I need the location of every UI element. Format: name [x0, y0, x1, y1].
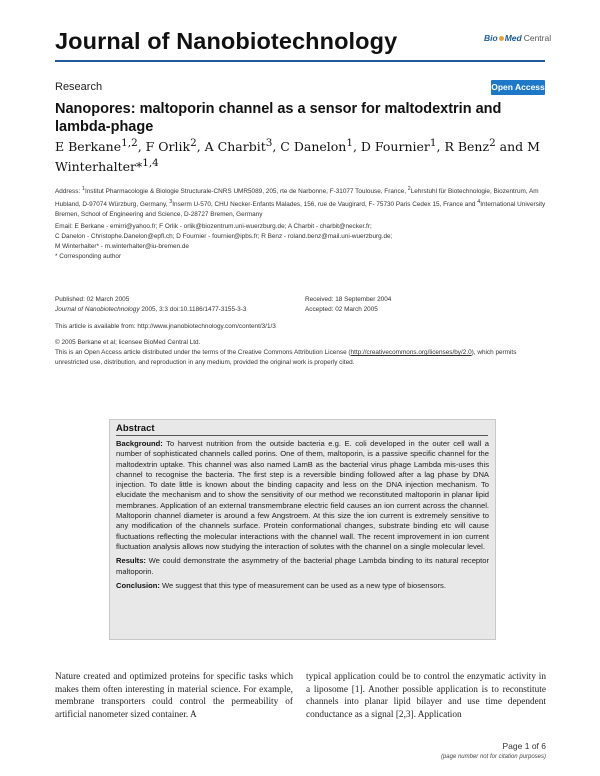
body-text-left-column: Nature created and optimized proteins for specific tasks which makes them often interesting in material science. For example, membrane transporters could control the permeability of artificial nanometer sized container. A — [55, 672, 293, 720]
conclusion-label: Conclusion: — [116, 580, 160, 590]
logo-central: Central — [523, 33, 552, 43]
availability-prefix: This article is available from: — [55, 323, 138, 330]
license-prefix: This is an Open Access article distributed under the terms of the Creative Commons Attribution License ( — [55, 349, 351, 356]
accepted-date: Accepted: 02 March 2005 — [305, 306, 378, 313]
license-link[interactable]: http://creativecommons.org/licenses/by/2.0 — [350, 349, 472, 356]
article-title: Nanopores: maltoporin channel as a sensor for maltodextrin and lambda-phage — [55, 101, 502, 135]
corresponding-note: * Corresponding author — [55, 253, 122, 260]
results-label: Results: — [116, 556, 146, 566]
availability — [55, 322, 550, 332]
open-access-badge[interactable]: Open Access — [491, 80, 545, 95]
citation-journal: Journal of Nanobiotechnology — [55, 306, 140, 313]
logo-med: Med — [504, 33, 522, 43]
abstract-background — [116, 439, 489, 552]
logo-bio: Bio — [484, 33, 498, 43]
license — [55, 348, 550, 368]
journal-title: Journal of Nanobiotechnology — [55, 28, 398, 54]
affiliations: Address: $^1$Institut Pharmacologie & Biologie Structurale-CNRS UMR5089, 205, rte de Narbonne, F-31077 Toulouse, France, $^2$Lehrstuhl für Biotechnologie, Biozentrum, Am Hubland, D-97074 Würzburg, Germany, $^3$Inserm U-570, CHU Necker-Enfants Malades, 156, rue de Vaugirard, F- 75730 Paris Cedex 15, France and $^4$International University Bremen, School of Engineering and Science, D-28727 Bremen, Germany — [55, 186, 546, 219]
citation — [55, 305, 300, 315]
background-label: Background: — [116, 439, 163, 448]
results-text: We could demonstrate the asymmetry of the bacterial phage Lambda binding to its natural receptor maltoporin. — [116, 556, 489, 576]
citation-details: 2005, 3:3 doi:10.1186/1477-3155-3-3 — [139, 306, 247, 313]
conclusion-text: We suggest that this type of measurement can be used as a new type of biosensors. — [159, 580, 446, 590]
biomed-central-logo[interactable] — [484, 33, 551, 43]
availability-license — [55, 322, 550, 368]
published-date: Published: 02 March 2005 — [55, 296, 130, 303]
email-block — [55, 222, 550, 262]
email-line: M Winterhalter* - m.winterhalter@iu-bremen.de — [55, 243, 189, 250]
body-text-right-column: typical application could be to control the enzymatic activity in a liposome [1]. Another possible application is to reconstitute channels into planar lipid bilayer and use time dependent conductance as a signal [2,3]. Application — [306, 672, 546, 720]
author-list: E Berkane$^{1,2}$, F Orlik$^2$, A Charbit$^3$, C Danelon$^1$, D Fournier$^1$, R Benz$^2$ and M Winterhalter*$^{1,4}$ — [55, 137, 540, 175]
page-number: Page 1 of 6 — [502, 741, 546, 751]
license-suffix: ), which permits unrestricted use, distribution, and reproduction in any medium, provided the original work is properly cited. — [55, 349, 517, 366]
copyright: © 2005 Berkane et al; licensee BioMed Central Ltd. — [55, 339, 201, 346]
publication-info — [55, 295, 300, 315]
page-number-note: (page number not for citation purposes) — [440, 754, 546, 760]
article-section: Research — [55, 81, 103, 93]
abstract-heading: Abstract — [116, 423, 155, 434]
email-line: Email: E Berkane - emirri@yahoo.fr; F Orlik - orlik@biozentrum.uni-wuerzburg.de; A Charbit - charbit@necker.fr; — [55, 223, 372, 230]
logo-dot-icon — [499, 36, 504, 41]
abstract-conclusion — [116, 581, 489, 591]
abstract-results — [116, 556, 489, 577]
header-divider — [55, 60, 545, 62]
dates-info — [305, 295, 505, 315]
article-url-link[interactable]: http://www.jnanobiotechnology.com/content/3/1/3 — [137, 323, 276, 330]
background-text: To harvest nutrition from the outside bacteria e.g. E. coli developed in the outer cell wall a number of sophisticated channels called porins. One of them, maltoporin, is a passive specific channel for the maltodextrin uptake. This channel was also named LamB as the bacterial virus phage Lambda mis-uses this channel to recognise the bacteria. The first step is a reversible binding followed after a lag phase by DNA injection. To date little is known about the binding capacity and less on the DNA injection mechanism. To elucidate the mechanism and to show the sensitivity of our method we reconstituted maltoporin in planar lipid membranes. Application of an external transmembrane electric field causes an ion current across the channel. Maltoporin channel diameter is around a few Angstroem. At this size the ion current is extremely sensitive to any modification of the channels surface. Protein conformational changes, substrate binding etc will cause fluctuations reflecting the molecular interactions with the channel wall. The recent improvement in ion current fluctuation analysis allows now studying the interaction of solutes with the channel on a single molecular level. — [116, 439, 489, 551]
received-date: Received: 18 September 2004 — [305, 296, 392, 303]
email-line: C Danelon - Christophe.Danelon@epfl.ch; D Fournier - fournier@ipbs.fr; R Benz - roland.benz@mail.uni-wuerzburg.de; — [55, 233, 393, 240]
abstract-divider — [116, 435, 488, 436]
abstract-body — [116, 439, 489, 595]
